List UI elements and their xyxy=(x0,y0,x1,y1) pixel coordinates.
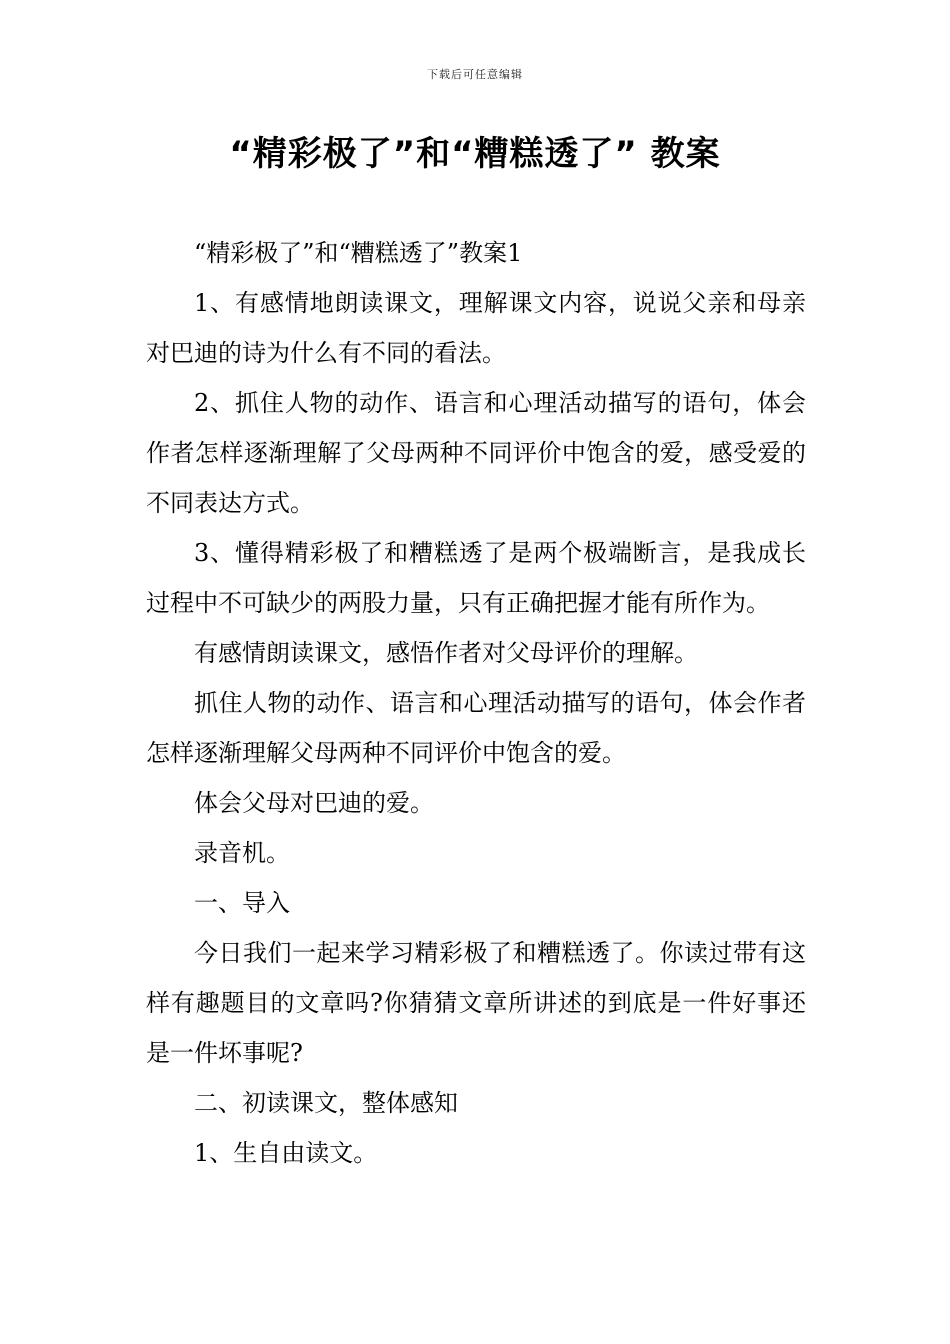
objective-1: 1、有感情地朗读课文，理解课文内容，说说父亲和母亲对巴迪的诗为什么有不同的看法。 xyxy=(146,289,806,367)
document-title: “精彩极了”和“糟糕透了” 教案 xyxy=(229,134,721,174)
header-note: 下载后可任意编辑 xyxy=(427,68,523,81)
objective-2: 2、抓住人物的动作、语言和心理活动描写的语句，体会作者怎样逐渐理解了父母两种不同评价中饱含的爱，感受爱的不同表达方式。 xyxy=(146,389,806,517)
section-heading-intro: 一、导入 xyxy=(194,889,290,917)
section-heading-first-reading: 二、初读课文，整体感知 xyxy=(194,1089,458,1117)
document-body xyxy=(146,228,806,1178)
emotion-goal: 体会父母对巴迪的爱。 xyxy=(194,789,434,817)
step-1: 1、生自由读文。 xyxy=(194,1139,378,1167)
lesson-subtitle: “精彩极了”和“糟糕透了”教案1 xyxy=(194,239,523,267)
objective-3: 3、懂得精彩极了和糟糕透了是两个极端断言，是我成长过程中不可缺少的两股力量，只有正确把握才能有所作为。 xyxy=(146,539,806,617)
key-point: 有感情朗读课文，感悟作者对父母评价的理解。 xyxy=(194,639,698,667)
teaching-aid: 录音机。 xyxy=(194,839,290,867)
intro-paragraph: 今日我们一起来学习精彩极了和糟糕透了。你读过带有这样有趣题目的文章吗?你猜猜文章所讲述的到底是一件好事还是一件坏事呢? xyxy=(146,939,806,1067)
difficult-point: 抓住人物的动作、语言和心理活动描写的语句，体会作者怎样逐渐理解父母两种不同评价中饱含的爱。 xyxy=(146,689,806,767)
